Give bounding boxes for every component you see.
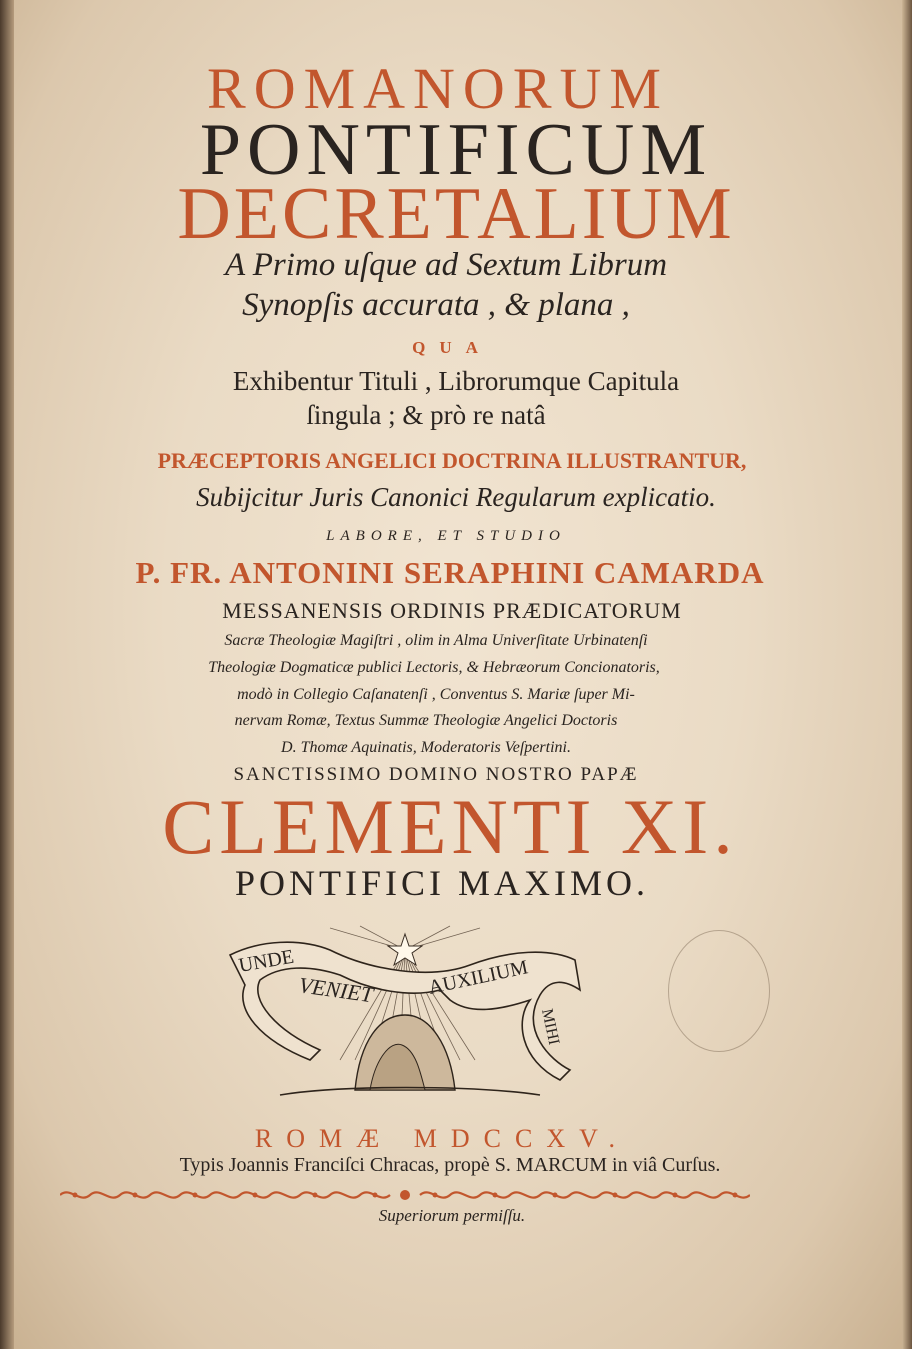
- subtitle-line-4: ſingula ; & prò re natâ: [306, 400, 546, 430]
- author-desc-2: Theologiæ Dogmaticæ publici Lectoris, & Hebræorum Concionatoris,: [208, 659, 660, 676]
- motto-left: UNDE: [237, 945, 296, 977]
- star-icon: [388, 934, 422, 965]
- imprint-printer: Typis Joannis Franciſci Chracas, propè S. MARCUM in viâ Curſus.: [179, 1154, 721, 1176]
- subtitle-qua: QUA: [412, 338, 492, 357]
- author-intro: LABORE, ET STUDIO: [326, 528, 566, 544]
- stain-ring: [668, 930, 770, 1052]
- imprint-permission: Superiorum permiſſu.: [378, 1206, 526, 1225]
- author-name: P. FR. ANTONINI SERAPHINI CAMARDA: [135, 555, 765, 590]
- imprint-place-date: ROMÆ MDCCXV.: [254, 1124, 630, 1153]
- title-line-1: ROMANORUM: [207, 56, 669, 121]
- subtitle-line-1: A Primo uſque ad Sextum Librum: [224, 247, 668, 283]
- dedication-line-1: SANCTISSIMO DOMINO NOSTRO PAPÆ: [233, 764, 639, 785]
- printers-device-woodcut: [220, 920, 590, 1120]
- author-order: MESSANENSIS ORDINIS PRÆDICATORUM: [222, 598, 682, 623]
- title-line-2: PONTIFICUM: [199, 109, 713, 191]
- subtitle-line-5: PRÆCEPTORIS ANGELICI DOCTRINA ILLUSTRANTUR,: [157, 448, 747, 473]
- title-line-3: DECRETALIUM: [177, 173, 735, 255]
- dedication-line-2: CLEMENTI XI.: [162, 783, 738, 870]
- author-desc-4: nervam Romæ, Textus Summæ Theologiæ Angelici Doctoris: [234, 712, 618, 729]
- author-desc-3: modò in Collegio Caſanatenſi , Conventus S. Mariæ ſuper Mi-: [237, 686, 635, 703]
- subtitle-line-2: Synopſis accurata , & plana ,: [242, 287, 630, 323]
- ornamental-border: [60, 1186, 750, 1204]
- author-desc-1: Sacræ Theologiæ Magiſtri , olim in Alma Univerſitate Urbinatenſi: [224, 632, 648, 649]
- subtitle-line-3: Exhibentur Tituli , Librorumque Capitula: [232, 366, 680, 396]
- motto-right: AUXILIUM: [426, 956, 530, 999]
- author-desc-5: D. Thomæ Aquinatis, Moderatoris Veſpertini.: [281, 739, 571, 756]
- dedication-line-3: PONTIFICI MAXIMO.: [234, 863, 649, 903]
- subtitle-line-6: Subijcitur Juris Canonici Regularum explicatio.: [196, 482, 716, 512]
- motto-end: MIHI: [538, 1007, 563, 1047]
- motto-mid: VENIET: [297, 972, 375, 1008]
